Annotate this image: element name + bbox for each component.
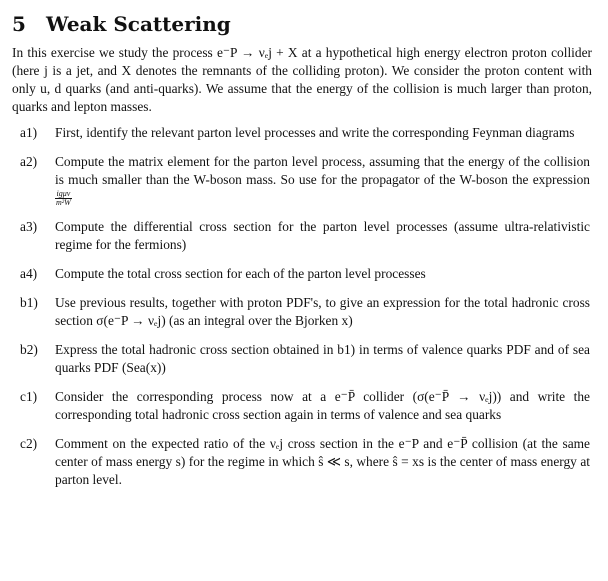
question-text: Compute the matrix element for the parton level process, assuming that the energy of the collision is much smaller than the W-boson mass. So use for the propagator of the W-boson the expression — [55, 154, 590, 187]
question-label: a1) — [20, 125, 38, 140]
fraction-denominator: m²W — [56, 198, 71, 208]
question-label: a4) — [20, 266, 38, 282]
propagator-fraction — [55, 190, 72, 207]
question-b1 — [12, 294, 592, 330]
question-text: Compute the differential cross section for the parton level processes (assume ultra-relativistic regime for the fermions) — [55, 219, 590, 253]
question-label: c1) — [20, 389, 38, 405]
question-a3 — [12, 218, 592, 254]
question-text: Use previous results, together with proton PDF's, to give an expression for the total hadronic cross section σ(e⁻P → νₑj) (as an integral over the Bjorken x) — [55, 295, 590, 329]
question-b2 — [12, 341, 592, 377]
question-label: a2) — [20, 154, 38, 169]
intro-paragraph: In this exercise we study the process e⁻P → νₑj + X at a hypothetical high energy electron proton collider (here j is a jet, and X denotes the remnants of the colliding proton). We consider the proton content with only u, d quarks (and anti-quarks). We assume that the energy of the collision is much larger than proton, quarks and lepton masses. — [12, 45, 592, 114]
question-text-container — [55, 153, 592, 207]
question-c1 — [12, 388, 592, 424]
question-label: b1) — [20, 295, 38, 311]
fraction-numerator: igμν — [56, 189, 71, 199]
question-a1 — [12, 124, 592, 142]
question-text: Consider the corresponding process now at a e⁻P̄ collider (σ(e⁻P̄ → νₑj)) and write the corresponding total hadronic cross section again in terms of valence and sea quarks — [55, 389, 590, 423]
question-c2 — [12, 435, 592, 489]
question-text: Express the total hadronic cross section obtained in b1) in terms of valence quarks PDF and of sea quarks PDF (Sea(x)) — [55, 342, 590, 376]
question-list — [12, 124, 592, 489]
question-a4 — [12, 265, 592, 283]
question-label: a3) — [20, 219, 38, 235]
question-label: c2) — [20, 436, 38, 452]
question-text: Comment on the expected ratio of the νₑj cross section in the e⁻P and e⁻P̄ collision (at the same center of mass energy s) for the regime in which ŝ ≪ s, where ŝ = xs is the center of mass energy at parton level. — [55, 436, 590, 488]
question-text: First, identify the relevant parton level processes and write the corresponding Feynman diagrams — [55, 125, 575, 140]
question-text: Compute the total cross section for each of the parton level processes — [55, 266, 426, 282]
section-number: 5 — [12, 12, 26, 36]
section-heading — [12, 10, 592, 38]
question-a2 — [12, 153, 592, 207]
section-title: Weak Scattering — [46, 12, 231, 36]
question-label: b2) — [20, 342, 38, 358]
